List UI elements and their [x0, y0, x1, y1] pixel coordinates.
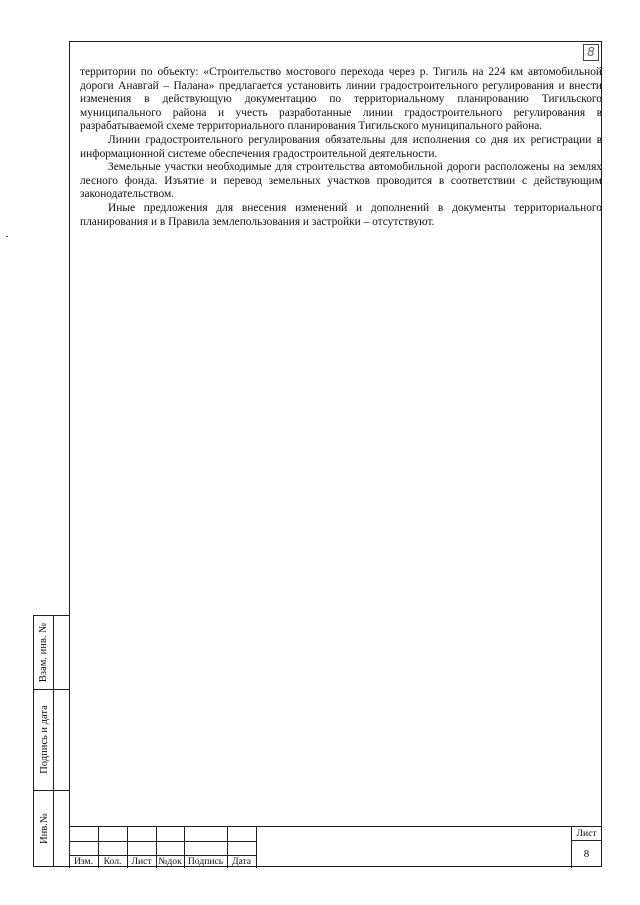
title-block-col-list: Лист [131, 856, 152, 867]
side-stamp-vzam-inv-label: Взам. инв. № [38, 622, 50, 683]
paragraph-2: Линии градостроительного регулирования обязательны для исполнения со дня их регистрации в информационной системе обеспечения градостроительной деятельности. [80, 133, 602, 160]
side-stamp [33, 615, 69, 867]
side-stamp-divider [53, 616, 54, 866]
title-block-col-ndok: №док [158, 856, 182, 867]
sheet-number: 8 [583, 848, 590, 860]
page-corner-mark: 8 [583, 44, 599, 61]
title-block-col-kol: Кол. [103, 856, 122, 867]
side-stamp-podpis-data [35, 689, 53, 790]
title-block [69, 826, 602, 867]
side-stamp-vzam-inv [35, 616, 53, 689]
side-stamp-podpis-data-label: Подпись и дата [38, 705, 50, 774]
scan-artifact [6, 236, 8, 237]
title-block-line [256, 827, 257, 868]
title-block-col-podpis: Подпись [187, 856, 224, 867]
paragraph-3: Земельные участки необходимые для строительства автомобильной дороги расположены на землях лесного фонда. Изъятие и перевод земельных участков проводится в соответствии с действующим законодательством. [80, 161, 602, 201]
title-block-col-izm: Изм. [73, 856, 94, 867]
side-stamp-inv-podl [35, 790, 53, 866]
title-block-col-data: Дата [231, 856, 252, 867]
side-stamp-inv-podl-label: Инв.№ [38, 812, 50, 844]
paragraph-4: Иные предложения для внесения изменений и дополнений в документы территориального планирования и в Правила землепользования и застройки – отсутствуют. [80, 201, 602, 228]
body-text [80, 66, 602, 229]
title-block-line [69, 841, 256, 842]
paragraph-1: территории по объекту: «Строительство мостового перехода через р. Тигиль на 224 км автомобильной дороги Анавгай – Палана» предлагается установить линии градостроительного регулирования и внести изменения в действующую документацию по территориальному планированию Тигильского муниципального района и учесть разработанные линии градостроительного регулирования в разрабатываемой схеме территориального планирования Тигильского муниципального района. [80, 66, 602, 133]
sheet-label: Лист [576, 828, 597, 839]
